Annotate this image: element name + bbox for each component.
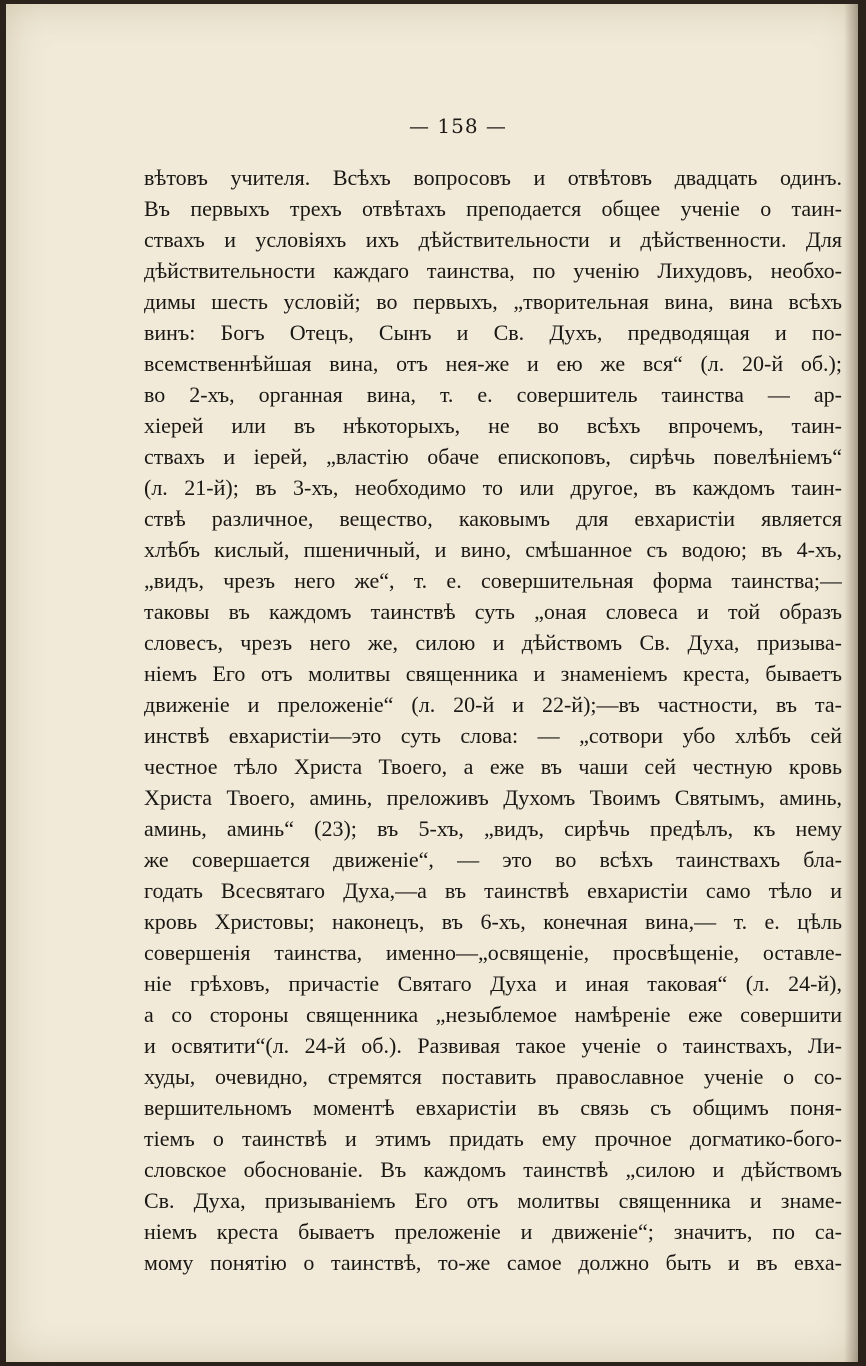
text-line: (л. 21-й); въ 3-хъ, необходимо то или другое, въ каждомъ таин- [144,475,842,500]
text-line: честное тѣло Христа Твоего, а еже въ чаши сей честную кровь [144,754,842,779]
text-line: аминь, аминь“ (23); въ 5-хъ, „видъ, сирѣчь предѣлъ, къ нему [144,816,842,841]
text-line: и освятити“(л. 24-й об.). Развивая такое ученіе о таинствахъ, Ли- [144,1033,842,1058]
text-line: вѣтовъ учителя. Всѣхъ вопросовъ и отвѣтовъ двадцать одинъ. [144,165,842,190]
text-line: ствахъ и условіяхъ ихъ дѣйствительности и дѣйственности. Для [144,227,842,252]
text-line: ствѣ различное, вещество, каковымъ для евхаристіи является [144,506,842,531]
text-line: таковы въ каждомъ таинствѣ суть „оная словеса и той образъ [144,599,842,624]
page-number: — 158 — [409,114,507,138]
text-line: кровь Христовы; наконецъ, въ 6-хъ, конечная вина,— т. е. цѣль [144,909,842,934]
text-line: вершительномъ моментѣ евхаристіи въ связь съ общимъ поня- [144,1095,842,1120]
text-line: годать Всесвятаго Духа,—а въ таинствѣ евхаристіи само тѣло и [144,878,842,903]
book-page [6,4,858,1362]
text-line: „видъ, чрезъ него же“, т. е. совершительная форма таинства;— [144,568,842,593]
text-line: всемственнѣйшая вина, отъ нея-же и ею же вся“ (л. 20-й об.); [144,351,842,376]
text-line: словесъ, чрезъ него же, силою и дѣйствомъ Св. Духа, призыва- [144,630,842,655]
text-line: ніемъ креста бываетъ преложеніе и движеніе“; значитъ, по са- [144,1219,842,1244]
text-line: же совершается движеніе“, — это во всѣхъ таинствахъ бла- [144,847,842,872]
text-line: мому понятію о таинствѣ, то-же самое должно быть и въ евха- [144,1250,842,1275]
text-line: хіерей или въ нѣкоторыхъ, не во всѣхъ впрочемъ, таин- [144,413,842,438]
body-text [144,162,842,1278]
text-line: совершенія таинства, именно—„освященіе, просвѣщеніе, оставле- [144,940,842,965]
text-line: Въ первыхъ трехъ отвѣтахъ преподается общее ученіе о таин- [144,196,842,221]
text-line: а со стороны священника „незыблемое намѣреніе еже совершити [144,1002,842,1027]
text-line: хлѣбъ кислый, пшеничный, и вино, смѣшанное съ водою; въ 4-хъ, [144,537,842,562]
text-line: во 2-хъ, органная вина, т. е. совершитель таинства — ар- [144,382,842,407]
text-line: Христа Твоего, аминь, преложивъ Духомъ Твоимъ Святымъ, аминь, [144,785,842,810]
text-line: дѣйствительности каждаго таинства, по ученію Лихудовъ, необхо- [144,258,842,283]
text-line: димы шесть условій; во первыхъ, „творительная вина, вина всѣхъ [144,289,842,314]
text-line: винъ: Богъ Отецъ, Сынъ и Св. Духъ, предводящая и по- [144,320,842,345]
text-line: Св. Духа, призываніемъ Его отъ молитвы священника и знаме- [144,1188,842,1213]
text-line: худы, очевидно, стремятся поставить православное ученіе о со- [144,1064,842,1089]
text-line: инствѣ евхаристіи—это суть слова: — „сотвори убо хлѣбъ сей [144,723,842,748]
text-line: движеніе и преложеніе“ (л. 20-й и 22-й);—въ частности, въ та- [144,692,842,717]
text-line: ніемъ Его отъ молитвы священника и знаменіемъ креста, бываетъ [144,661,842,686]
text-line: словское обоснованіе. Въ каждомъ таинствѣ „силою и дѣйствомъ [144,1157,842,1182]
text-line: тіемъ о таинствѣ и этимъ придать ему прочное догматико-бого- [144,1126,842,1151]
text-line: ніе грѣховъ, причастіе Святаго Духа и иная таковая“ (л. 24-й), [144,971,842,996]
page-spine-shadow [844,4,858,1362]
text-line: ствахъ и іерей, „властію обаче епископовъ, сирѣчь повелѣніемъ“ [144,444,842,469]
